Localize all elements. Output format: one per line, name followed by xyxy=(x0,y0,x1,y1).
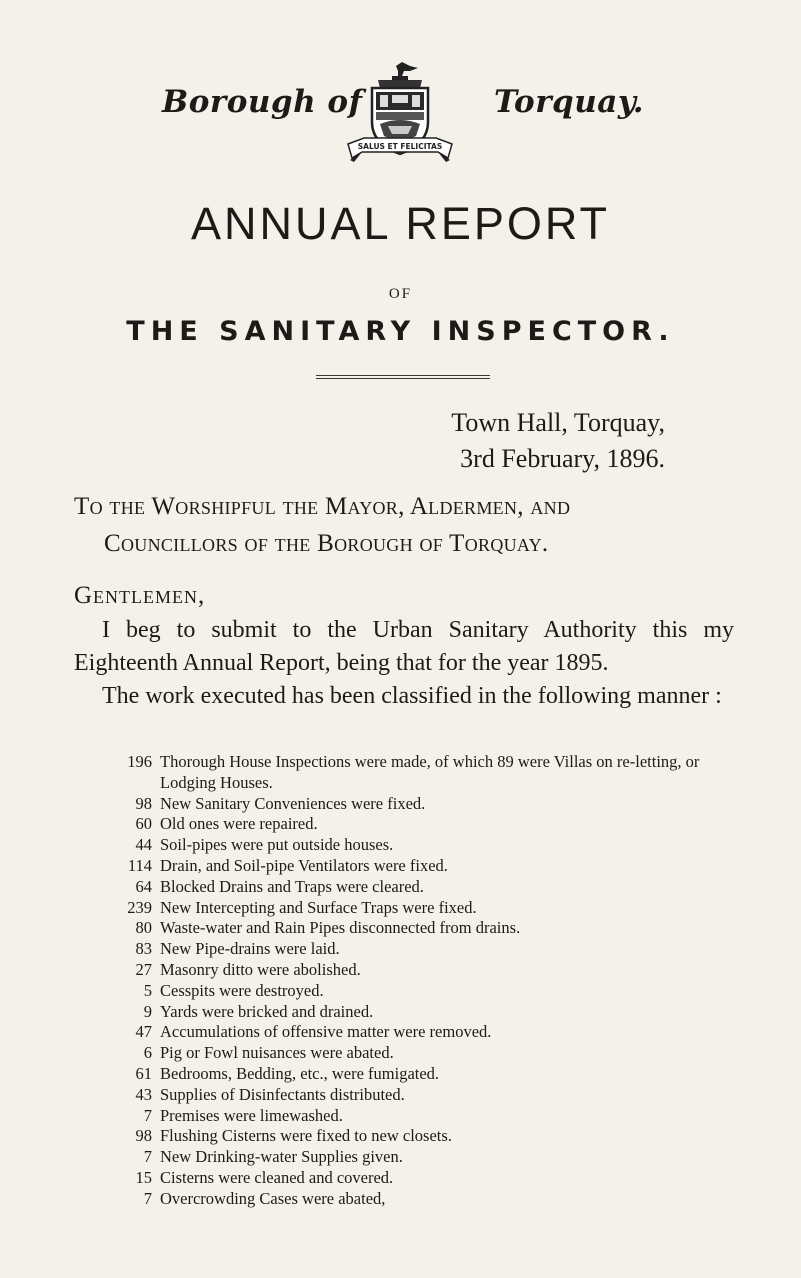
list-item xyxy=(110,877,750,898)
item-count: 98 xyxy=(135,793,152,813)
item-description: New Sanitary Conveniences were fixed. xyxy=(160,793,426,813)
list-item xyxy=(110,918,750,939)
item-count: 6 xyxy=(143,1043,152,1063)
item-count: 15 xyxy=(135,1167,152,1187)
item-count: 239 xyxy=(127,897,152,917)
addressee-line: Councillors of the Borough of Torquay. xyxy=(104,530,549,557)
item-count: 64 xyxy=(135,876,152,896)
item-description: Flushing Cisterns were fixed to new closets. xyxy=(160,1126,452,1146)
item-count: 7 xyxy=(143,1188,152,1208)
list-item xyxy=(110,835,750,856)
item-description: Bedrooms, Bedding, etc., were fumigated. xyxy=(160,1063,440,1083)
list-item xyxy=(110,752,750,794)
item-description: Thorough House Inspections were made, of which 89 were Villas on re-letting, or Lodging Houses. xyxy=(160,752,700,792)
item-count: 80 xyxy=(135,918,152,938)
item-description: Blocked Drains and Traps were cleared. xyxy=(160,876,424,896)
list-item xyxy=(110,1085,750,1106)
intro-paragraph: I beg to submit to the Urban Sanitary Authority this my Eighteenth Annual Report, being that for the year 1895. xyxy=(74,617,734,676)
list-item xyxy=(110,960,750,981)
divider-rule xyxy=(316,375,490,376)
item-count: 196 xyxy=(127,752,152,771)
item-description: Overcrowding Cases were abated, xyxy=(160,1188,386,1208)
item-count: 83 xyxy=(135,939,152,959)
classification-paragraph: The work executed has been classified in the following manner : xyxy=(102,683,722,709)
town-heading: Torquay. xyxy=(494,84,645,120)
borough-heading: Borough of xyxy=(162,84,363,120)
list-item xyxy=(110,856,750,877)
item-description: Cisterns were cleaned and covered. xyxy=(160,1167,394,1187)
borough-crest-emblem xyxy=(344,62,456,164)
item-count: 60 xyxy=(135,814,152,834)
list-item xyxy=(110,1106,750,1127)
work-items-list xyxy=(110,752,750,1210)
item-description: New Intercepting and Surface Traps were fixed. xyxy=(160,897,477,917)
item-description: Waste-water and Rain Pipes disconnected from drains. xyxy=(160,918,521,938)
item-count: 7 xyxy=(143,1105,152,1125)
list-item xyxy=(110,1147,750,1168)
list-item xyxy=(110,1168,750,1189)
title-of: OF xyxy=(388,286,413,302)
date-line: 3rd February, 1896. xyxy=(460,444,665,473)
crest-motto: SALUS ET FELICITAS xyxy=(357,142,443,151)
item-description: Accumulations of offensive matter were removed. xyxy=(160,1022,492,1042)
item-description: Pig or Fowl nuisances were abated. xyxy=(160,1043,394,1063)
list-item xyxy=(110,814,750,835)
item-count: 98 xyxy=(135,1126,152,1146)
item-description: New Pipe-drains were laid. xyxy=(160,939,340,959)
greeting: Gentlemen, xyxy=(74,582,206,609)
list-item xyxy=(110,1043,750,1064)
list-item xyxy=(110,1189,750,1210)
item-description: Drain, and Soil-pipe Ventilators were fixed. xyxy=(160,855,448,875)
item-count: 47 xyxy=(135,1022,152,1042)
item-description: Yards were bricked and drained. xyxy=(160,1001,374,1021)
addressee-line: To the Worshipful the Mayor, Aldermen, and xyxy=(74,493,571,520)
item-count: 61 xyxy=(135,1063,152,1083)
item-count: 7 xyxy=(143,1147,152,1167)
list-item xyxy=(110,939,750,960)
item-description: Soil-pipes were put outside houses. xyxy=(160,835,394,855)
report-title: ANNUAL REPORT xyxy=(190,198,611,249)
address-line: Town Hall, Torquay, xyxy=(451,408,665,437)
list-item xyxy=(110,898,750,919)
divider-rule xyxy=(316,378,490,379)
report-subject: THE SANITARY INSPECTOR. xyxy=(126,316,675,347)
item-description: Supplies of Disinfectants distributed. xyxy=(160,1084,405,1104)
list-item xyxy=(110,794,750,815)
item-description: Premises were limewashed. xyxy=(160,1105,343,1125)
item-description: Masonry ditto were abolished. xyxy=(160,959,361,979)
item-count: 114 xyxy=(127,855,152,875)
list-item xyxy=(110,1064,750,1085)
item-description: Cesspits were destroyed. xyxy=(160,980,324,1000)
list-item xyxy=(110,981,750,1002)
list-item xyxy=(110,1002,750,1023)
item-description: Old ones were repaired. xyxy=(160,814,318,834)
item-count: 43 xyxy=(135,1084,152,1104)
masthead xyxy=(0,62,801,182)
item-description: New Drinking-water Supplies given. xyxy=(160,1147,403,1167)
list-item xyxy=(110,1022,750,1043)
item-count: 44 xyxy=(135,835,152,855)
item-count: 9 xyxy=(143,1001,152,1021)
item-count: 5 xyxy=(143,980,152,1000)
list-item xyxy=(110,1126,750,1147)
item-count: 27 xyxy=(135,959,152,979)
